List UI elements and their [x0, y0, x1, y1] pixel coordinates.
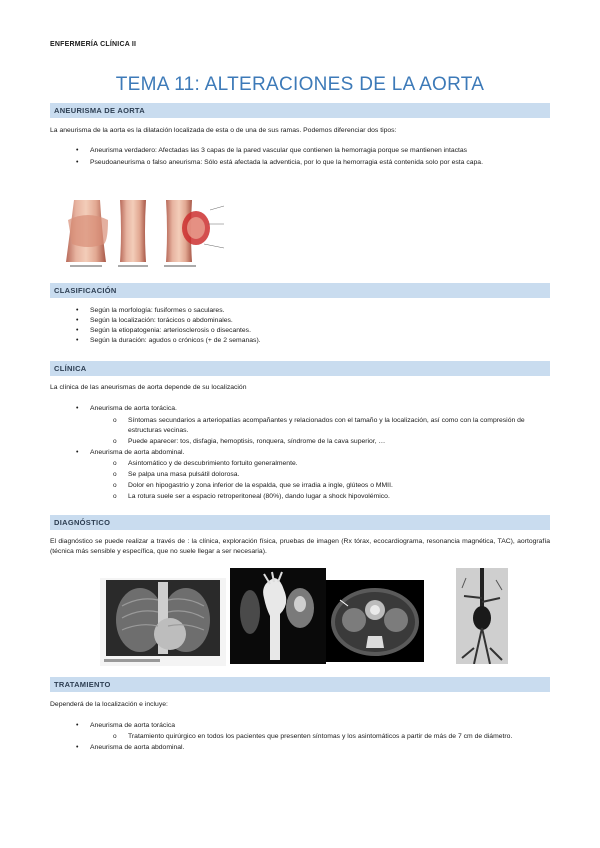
- aneurisma-intro: La aneurisma de la aorta es la dilatación localizada de esta o de una de sus ramas. Podemos diferenciar dos tipos:: [50, 127, 397, 134]
- tratamiento-intro: Dependerá de la localización e incluye:: [50, 701, 168, 708]
- chest-xray-image: [100, 578, 226, 666]
- sub-list-item: o Asintomático y de descubrimiento fortuito generalmente.: [50, 459, 550, 469]
- section-heading-clasificacion: CLASIFICACIÓN: [50, 283, 550, 298]
- page-title: TEMA 11: ALTERACIONES DE LA AORTA: [115, 74, 485, 95]
- list-item: • Según la etiopatogenia: arteriosclerosis o disecantes.: [50, 326, 550, 336]
- list-item: • Aneurisma de aorta abdominal.: [50, 448, 550, 458]
- sub-list-item: o Dolor en hipogastrio y zona inferior de la espalda, que se irradia a ingle, glúteos o MMII.: [50, 481, 550, 491]
- list-item: • Aneurisma de aorta abdominal.: [50, 743, 550, 753]
- sub-list-item: o La rotura suele ser a espacio retroperitoneal (80%), dando lugar a shock hipovolémico.: [50, 492, 550, 502]
- diagnostico-text: El diagnóstico se puede realizar a través de : la clínica, exploración física, pruebas de imagen (Rx tórax, ecocardiograma, resonancia magnética, TAC), aortografía (técnica más sensible y específica, que no suele llegar a ser necesaria).: [50, 538, 550, 555]
- aorta-diagram-image: [62, 196, 232, 270]
- sub-list-item: o Síntomas secundarios a arteriopatías acompañantes y relacionados con el tamaño y la localización, así como con la compresión de estructuras vecinas.: [50, 416, 550, 436]
- list-item: • Aneurisma de aorta torácica: [50, 721, 550, 731]
- list-item: • Según la morfología: fusiformes o saculares.: [50, 306, 550, 316]
- clasificacion-list: [50, 306, 550, 346]
- ct-scan-image: [326, 580, 424, 662]
- list-item: • Según la duración: agudos o crónicos (+ de 2 semanas).: [50, 336, 550, 346]
- section-heading-aneurisma: ANEURISMA DE AORTA: [50, 103, 550, 118]
- sub-list-item: o Puede aparecer: tos, disfagia, hemoptisis, ronquera, síndrome de la cava superior, …: [50, 437, 550, 447]
- clinica-intro: La clínica de las aneurismas de aorta depende de su localización: [50, 384, 247, 391]
- list-item: • Según la localización: torácicos o abdominales.: [50, 316, 550, 326]
- list-item: • Aneurisma de aorta torácica.: [50, 404, 550, 414]
- section-heading-clinica: CLÍNICA: [50, 361, 550, 376]
- sub-list-item: o Tratamiento quirúrgico en todos los pacientes que presenten síntomas y los asintomáticos a partir de más de 7 cm de diámetro.: [50, 732, 550, 742]
- course-header: ENFERMERÍA CLÍNICA II: [50, 41, 137, 48]
- aortography-image: [456, 568, 508, 664]
- sub-list-item: o Se palpa una masa pulsátil dolorosa.: [50, 470, 550, 480]
- mri-angiography-image: [230, 568, 326, 664]
- section-heading-tratamiento: TRATAMIENTO: [50, 677, 550, 692]
- section-heading-diagnostico: DIAGNÓSTICO: [50, 515, 550, 530]
- tratamiento-list: [50, 721, 550, 753]
- aneurisma-types-list: [50, 146, 550, 168]
- list-item: • Pseudoaneurisma o falso aneurisma: Sólo está afectada la adventicia, por lo que la hemorragia está contenida solo por esta capa.: [50, 158, 550, 168]
- list-item: • Aneurisma verdadero: Afectadas las 3 capas de la pared vascular que contienen la hemorragia porque se mantienen intactas: [50, 146, 550, 156]
- clinica-list: [50, 404, 550, 502]
